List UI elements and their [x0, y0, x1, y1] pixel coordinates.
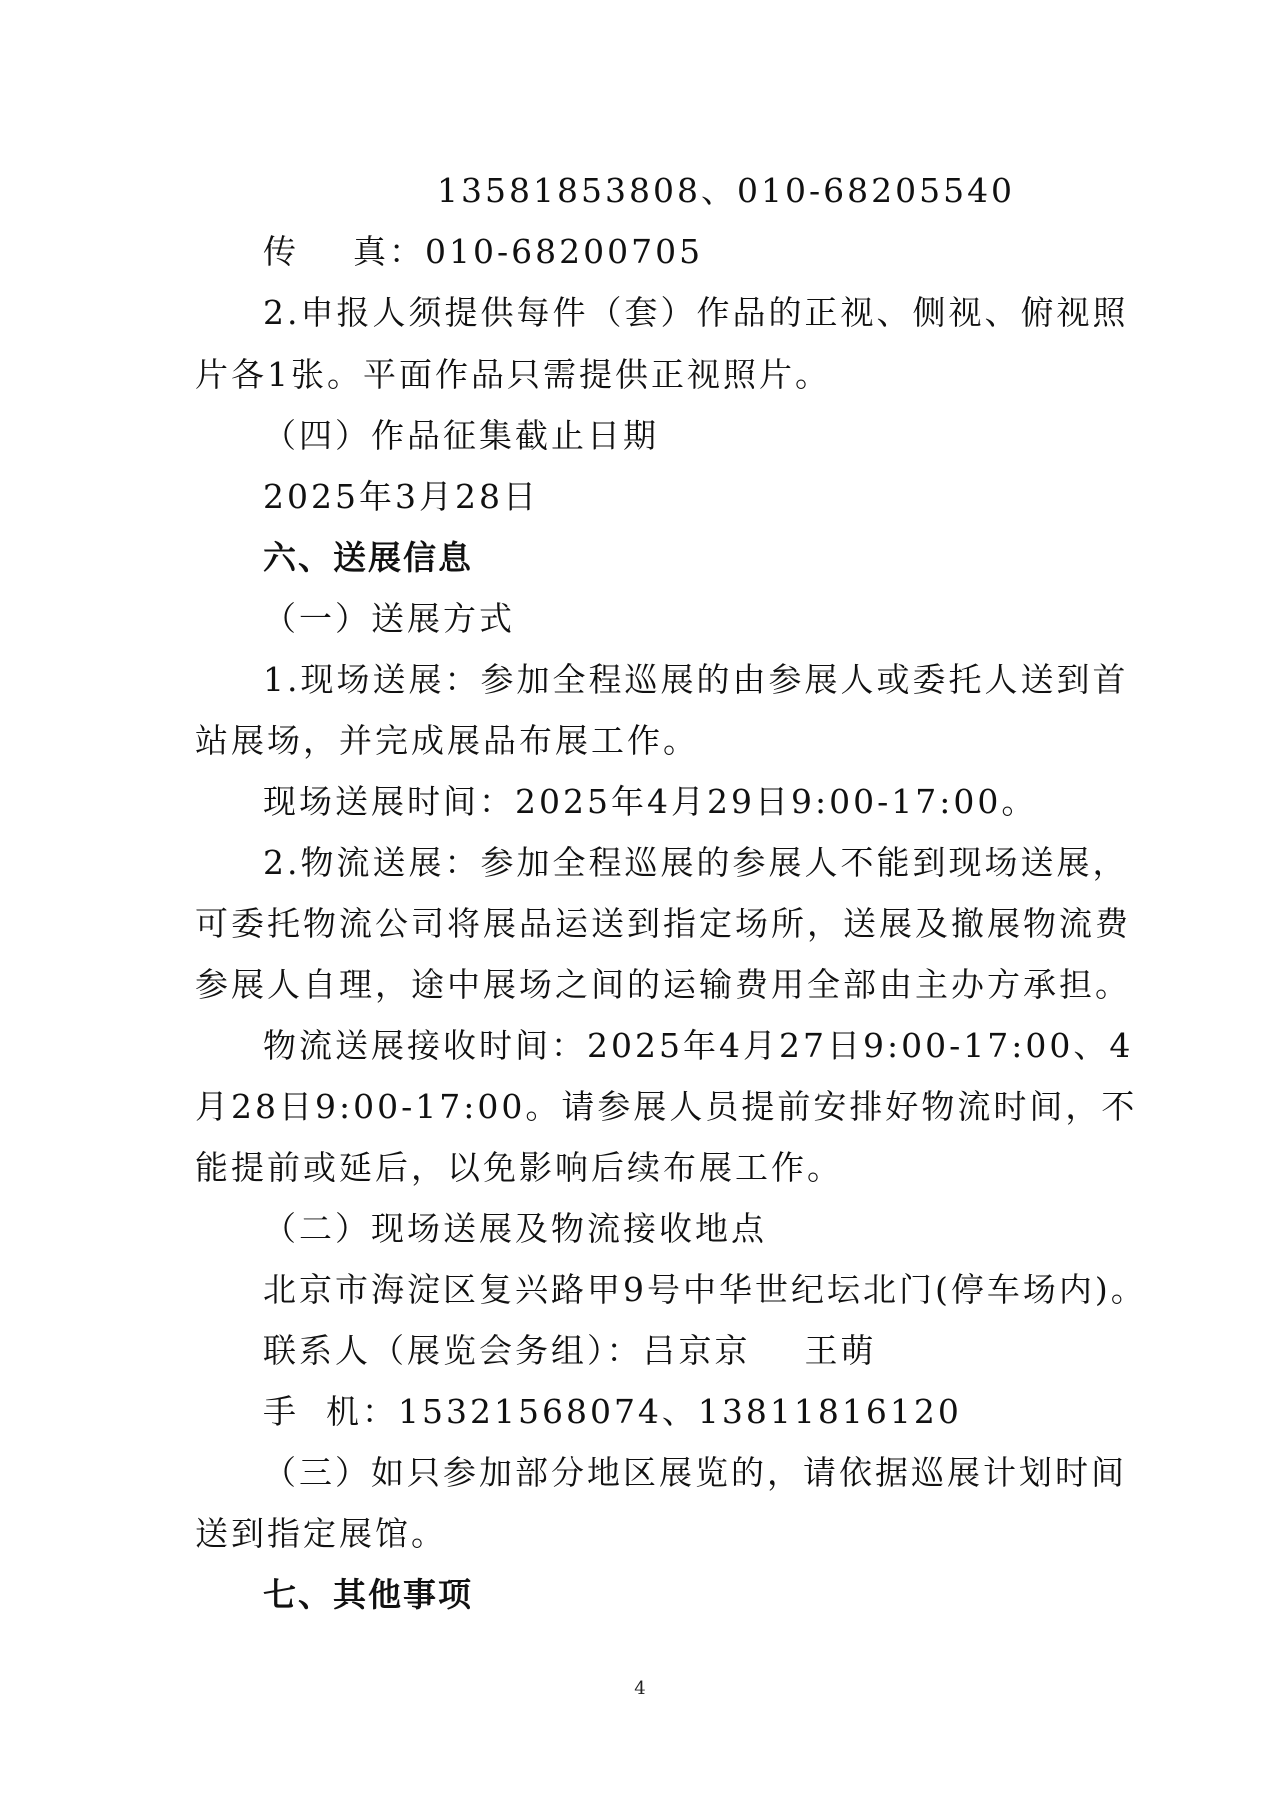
logistics-receive-time: 物流送展接收时间：2025年4月27日9:00-17:00、4 — [263, 1026, 1134, 1065]
paragraph-partial-exhibition: （三）如只参加部分地区展览的，请依据巡展计划时间 — [263, 1453, 1127, 1492]
logistics-receive-time-cont2: 能提前或延后，以免影响后续布展工作。 — [195, 1148, 843, 1187]
onsite-delivery-time: 现场送展时间：2025年4月29日9:00-17:00。 — [263, 782, 1038, 821]
paragraph-logistics-delivery: 2.物流送展：参加全程巡展的参展人不能到现场送展， — [263, 843, 1129, 882]
subheading-delivery-location: （二）现场送展及物流接收地点 — [263, 1209, 767, 1248]
paragraph-onsite-delivery-cont: 站展场，并完成展品布展工作。 — [195, 721, 699, 760]
deadline-date: 2025年3月28日 — [263, 477, 539, 516]
fax-line: 传 真：010-68200705 — [263, 232, 704, 271]
subheading-deadline: （四）作品征集截止日期 — [263, 416, 659, 455]
paragraph-logistics-delivery-cont1: 可委托物流公司将展品运送到指定场所，送展及撤展物流费 — [195, 904, 1131, 943]
contact-mobile: 手 机：15321568074、13811816120 — [263, 1392, 962, 1431]
section-heading-other-matters: 七、其他事项 — [263, 1575, 473, 1614]
section-heading-delivery-info: 六、送展信息 — [263, 538, 473, 577]
logistics-receive-time-cont1: 月28日9:00-17:00。请参展人员提前安排好物流时间，不 — [195, 1087, 1138, 1126]
paragraph-partial-exhibition-cont: 送到指定展馆。 — [195, 1514, 447, 1553]
subheading-delivery-method: （一）送展方式 — [263, 599, 515, 638]
paragraph-photo-requirement: 2.申报人须提供每件（套）作品的正视、侧视、俯视照 — [263, 293, 1129, 332]
delivery-address: 北京市海淀区复兴路甲9号中华世纪坛北门(停车场内)。 — [263, 1270, 1147, 1309]
page-number: 4 — [634, 1678, 646, 1699]
paragraph-photo-requirement-cont: 片各1张。平面作品只需提供正视照片。 — [195, 355, 831, 394]
paragraph-onsite-delivery: 1.现场送展：参加全程巡展的由参展人或委托人送到首 — [263, 660, 1129, 699]
paragraph-logistics-delivery-cont2: 参展人自理，途中展场之间的运输费用全部由主办方承担。 — [195, 965, 1131, 1004]
contact-persons: 联系人（展览会务组）：吕京京 王萌 — [263, 1331, 877, 1370]
phone-numbers-line: 13581853808、010-68205540 — [437, 171, 1016, 210]
